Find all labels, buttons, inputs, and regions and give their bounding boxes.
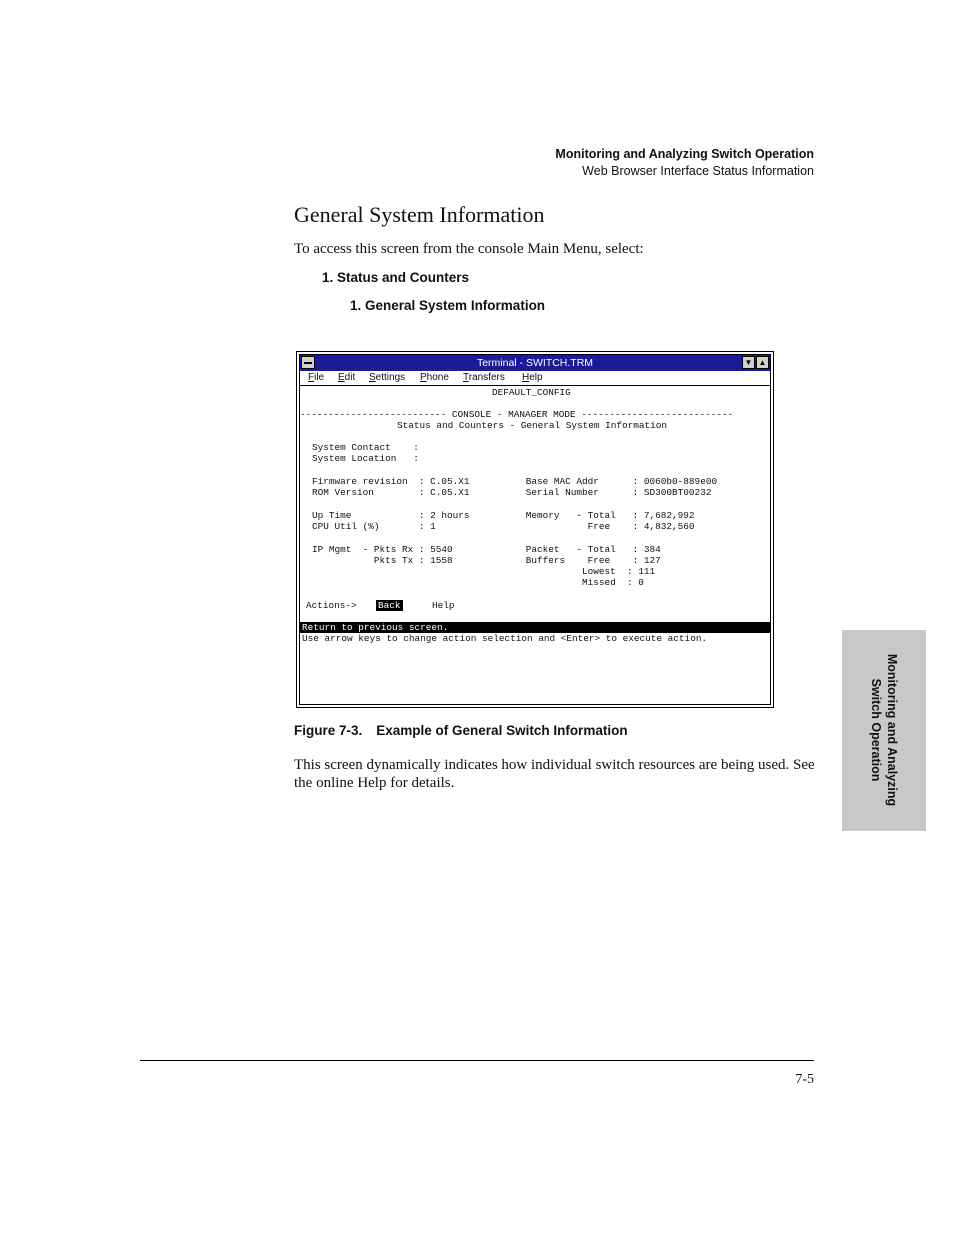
footer-rule [140, 1060, 814, 1061]
screen-title: Status and Counters - General System Information [397, 420, 668, 431]
firmware-row: Firmware revision : C.05.X1 Base MAC Addr : 0060b0-889e00 [312, 476, 718, 487]
chapter-side-tab [842, 630, 926, 831]
menu-settings[interactable]: Settings [369, 372, 406, 383]
lowest-row: Lowest : 111 [312, 566, 656, 577]
side-tab-line-2: Switch Operation [869, 678, 883, 782]
figure-label: Figure 7-3. [294, 723, 363, 738]
menu-phone[interactable]: Phone [420, 372, 449, 383]
pkts-tx-row: Pkts Tx : 1558 Buffers Free : 127 [312, 555, 661, 566]
page-number: 7-5 [795, 1072, 814, 1087]
menu-step-1: 1. Status and Counters [322, 270, 470, 285]
minimize-icon[interactable]: ▼ [742, 356, 755, 369]
terminal-screen [300, 386, 770, 704]
section-heading: General System Information [294, 202, 545, 227]
help-action[interactable]: Help [432, 600, 455, 611]
maximize-icon[interactable]: ▲ [756, 356, 769, 369]
terminal-title-bar [300, 355, 770, 371]
hint-line: Use arrow keys to change action selection and <Enter> to execute action. [302, 633, 708, 644]
running-header-chapter: Monitoring and Analyzing Switch Operation [555, 147, 814, 161]
system-location-row: System Location : [312, 453, 419, 464]
menu-transfers[interactable]: Transfers [463, 372, 505, 383]
menu-step-2: 1. General System Information [350, 298, 546, 313]
mode-bar: -------------------------- CONSOLE - MANAGER MODE --------------------------- [300, 409, 734, 420]
body-paragraph: This screen dynamically indicates how individual switch resources are being used. See the online Help for details. [294, 757, 815, 791]
menu-help[interactable]: Help [522, 372, 543, 383]
status-line: Return to previous screen. [300, 622, 770, 633]
running-header-section: Web Browser Interface Status Information [582, 164, 814, 178]
back-action-label: Back [378, 600, 401, 611]
cpu-row: CPU Util (%) : 1 Free : 4,832,560 [312, 521, 695, 532]
system-menu-icon[interactable] [301, 356, 315, 369]
terminal-window [296, 351, 774, 708]
side-tab-line-1: Monitoring and Analyzing [885, 653, 899, 807]
ip-mgmt-row: IP Mgmt - Pkts Rx : 5540 Packet - Total : 384 [312, 544, 661, 555]
uptime-row: Up Time : 2 hours Memory - Total : 7,682,992 [312, 510, 695, 521]
terminal-title: Terminal - SWITCH.TRM [476, 357, 594, 369]
system-contact-row: System Contact : [312, 442, 419, 453]
actions-label: Actions-> [306, 600, 357, 611]
missed-row: Missed : 0 [312, 577, 644, 588]
figure-caption [294, 723, 628, 738]
figure-caption-text: Example of General Switch Information [376, 723, 628, 738]
rom-row: ROM Version : C.05.X1 Serial Number : SD300BT00232 [312, 487, 712, 498]
menu-edit[interactable]: Edit [338, 372, 356, 383]
back-action[interactable] [376, 600, 403, 611]
intro-text: To access this screen from the console Main Menu, select: [294, 241, 644, 257]
config-name: DEFAULT_CONFIG [492, 387, 571, 398]
side-tab-text [868, 654, 900, 806]
terminal-menu-bar [300, 371, 770, 386]
menu-file[interactable]: File [308, 372, 325, 383]
